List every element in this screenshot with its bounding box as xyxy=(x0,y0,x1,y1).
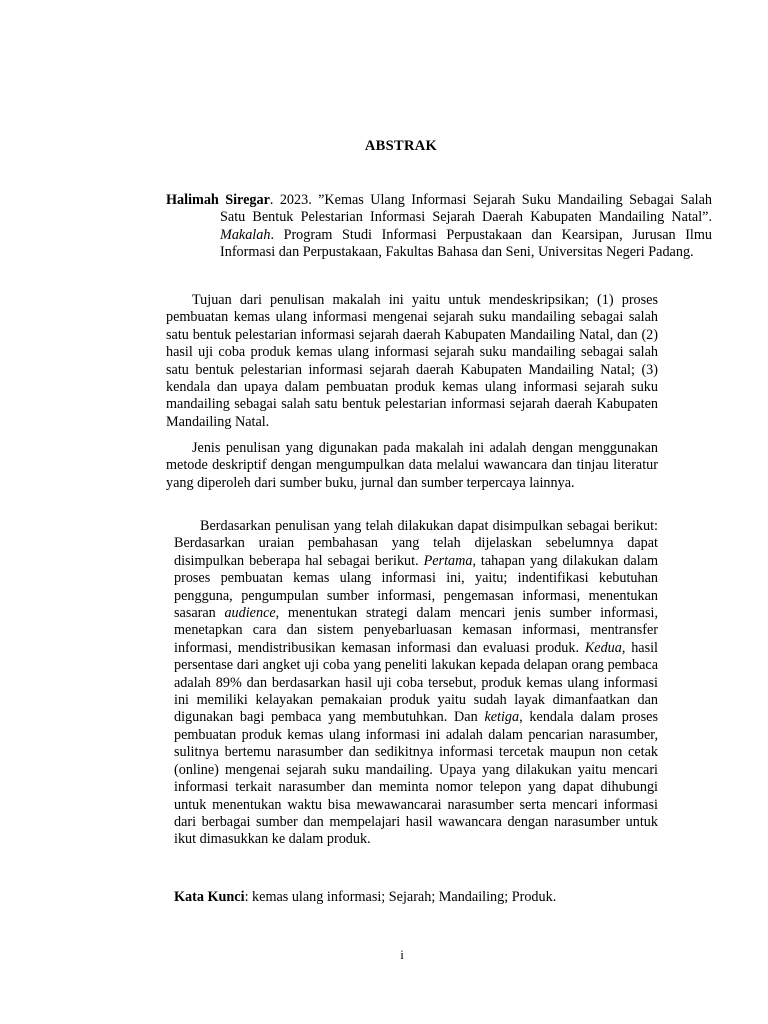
paragraph-3-text-5: , kendala dalam proses pembuatan produk kemas ulang informasi ini adalah dalam pencarian narasumber, sulitnya bertemu narasumber dan sedikitnya informasi tercetak maupun non cetak (online) mengenai sejarah suku mandailing. Upaya yang dilakukan yaitu mencari informasi terkait narasumber dan meminta nomor telepon yang dapat dihubungi untuk menentukan waktu bisa mewawancarai narasumber serta mencari informasi dari berbagai sumber dan mempelajari hasil wawancara dengan narasumber untuk ikut dimasukkan ke dalam produk. xyxy=(174,709,658,848)
citation-author: Halimah Siregar xyxy=(166,192,270,208)
abstract-paragraph-2 xyxy=(166,440,658,492)
abstract-paragraph-3 xyxy=(174,518,658,849)
citation-text: . 2023. ”Kemas Ulang Informasi Sejarah Suku Mandailing Sebagai Salah Satu Bentuk Pelestarian Informasi Sejarah Daerah Kabupaten Mandailing Natal”. xyxy=(220,192,712,226)
paragraph-2-text: Jenis penulisan yang digunakan pada makalah ini adalah dengan menggunakan metode deskriptif dengan mengumpulkan data melalui wawancara dan tinjau literatur yang diperoleh dari sumber buku, jurnal dan sumber terpercaya lainnya. xyxy=(166,440,658,491)
paragraph-3-text-1: Berdasarkan penulisan yang telah dilakukan dapat disimpulkan sebagai berikut: Berdasarkan uraian pembahasan yang telah dijelaskan sebelumnya dapat disimpulkan beberapa hal sebagai berikut. xyxy=(174,518,658,569)
paragraph-3-text-2: , tahapan yang dilakukan dalam proses pembuatan kemas ulang informasi ini, yaitu; indentifikasi kebutuhan pengguna, pengumpulan sumber informasi, pengemasan informasi, menentukan sasaran xyxy=(174,552,658,622)
keywords-text: : kemas ulang informasi; Sejarah; Mandailing; Produk. xyxy=(244,889,557,905)
keywords xyxy=(174,889,658,906)
paragraph-3-italic-4: ketiga xyxy=(484,709,520,726)
paragraph-3-italic-1: Pertama xyxy=(423,552,473,569)
paragraph-3-italic-2: audience xyxy=(224,605,276,622)
paragraph-1-text: Tujuan dari penulisan makalah ini yaitu untuk mendeskripsikan; (1) proses pembuatan kemas ulang informasi mengenai sejarah suku mandailing sebagai salah satu bentuk pelestarian informasi sejarah daerah Kabupaten Mandailing Natal, dan (2) hasil uji coba produk kemas ulang informasi sejarah suku mandailing sebagai salah satu bentuk pelestarian informasi sejarah daerah Kabupaten Mandailing Natal; (3) kendala dan upaya dalam pembuatan produk kemas ulang informasi sejarah suku mandailing sebagai salah satu bentuk pelestarian informasi sejarah daerah Kabupaten Mandailing Natal. xyxy=(166,292,658,430)
page-number: i xyxy=(400,947,404,962)
paragraph-3-text-3: , menentukan strategi dalam mencari jenis sumber informasi, menetapkan cara dan sistem penyebarluasan kemasan informasi, mentransfer informasi, mendistribusikan kemasan informasi dan evaluasi produk. xyxy=(174,605,658,656)
paragraph-3-text-4: , hasil persentase dari angket uji coba yang peneliti lakukan kepada delapan orang pembaca adalah 89% dan berdasarkan hasil uji coba tersebut, produk kemas ulang informasi ini memiliki kelayakan pemakaian produk yaitu sudah layak dimanfaatkan dan digunakan bagi pembaca yang membutuhkan. Dan xyxy=(174,639,658,726)
citation-type: Makalah xyxy=(220,226,271,243)
citation-affiliation: . Program Studi Informasi Perpustakaan dan Kearsipan, Jurusan Ilmu Informasi dan Perpustakaan, Fakultas Bahasa dan Seni, Universitas Negeri Padang. xyxy=(220,226,712,261)
keywords-label: Kata Kunci xyxy=(174,889,245,905)
citation xyxy=(166,192,712,262)
paragraph-3-italic-3: Kedua xyxy=(584,639,622,656)
abstract-paragraph-1 xyxy=(166,292,658,431)
page-title: ABSTRAK xyxy=(364,138,438,154)
